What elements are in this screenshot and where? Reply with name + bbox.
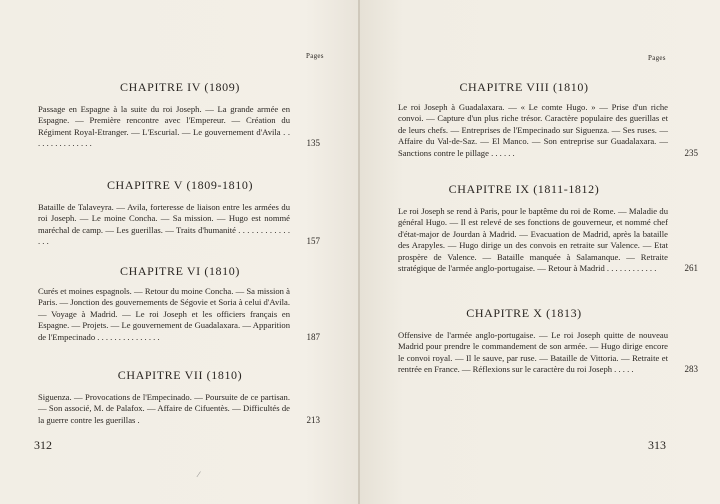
- pages-label: Pages: [648, 54, 666, 62]
- chapter-entry: [38, 286, 320, 343]
- chapter-title: CHAPITRE VIII (1810): [459, 80, 589, 94]
- chapter-entry: [398, 206, 698, 274]
- page-folio: 313: [648, 438, 666, 452]
- chapter-title: CHAPITRE VI (1810): [120, 264, 240, 278]
- chapter-entry: [38, 104, 320, 150]
- page-number: 213: [306, 414, 320, 425]
- page-number: 235: [684, 147, 698, 158]
- chapter-summary: Bataille de Talaveyra. — Avila, forteresse de liaison entre les armées du roi Joseph. — Le moine Concha. — Sa mission. — Hugo est nommé maréchal de camp. — Les guerillas. — Traits d'humanité . . . . . . . . . . . . . . .: [38, 202, 290, 247]
- page-number: 283: [684, 364, 698, 375]
- page-number: 135: [306, 138, 320, 149]
- chapter-entry: [38, 202, 320, 248]
- pages-label: Pages: [306, 52, 324, 60]
- pencil-mark-icon: ⁄: [198, 470, 200, 479]
- chapter-title: CHAPITRE X (1813): [466, 306, 582, 320]
- page-folio: 312: [34, 438, 52, 452]
- chapter-title: CHAPITRE IX (1811-1812): [448, 182, 600, 196]
- chapter-summary: Siguenza. — Provocations de l'Empecinado. — Poursuite de ce partisan. — Son associé, M. de Palafox. — Affaire de Cifuentès. — Difficultés de la guerre contre les guerillas .: [38, 392, 290, 425]
- chapter-entry: [398, 102, 698, 159]
- chapter-entry: [398, 330, 698, 376]
- chapter-entry: [38, 392, 320, 426]
- chapter-title: CHAPITRE V (1809-1810): [106, 178, 254, 192]
- page-number: 187: [306, 331, 320, 342]
- chapter-summary: Le roi Joseph se rend à Paris, pour le baptême du roi de Rome. — Maladie du général Hugo. — Il est relevé de ses fonctions de gouverneur, et nommé chef d'état-major de Jourdan à Madrid. — Evacuation de Madrid, après la bataille des Arapyles. — Hugo dirige un des convois en retraite sur Valence. — Etat prospère de Valence. — Bataille manquée à Salamanque. — Retraite stratégique de l'armée anglo-portugaise. — Retour à Madrid . . . . . . . . . . . .: [398, 206, 668, 274]
- chapter-summary: Curés et moines espagnols. — Retour du moine Concha. — Sa mission à Paris. — Jonction des gouvernements de Ségovie et Soria à celui d'Avila. — Voyage à Madrid. — Le roi Joseph et les officiers français en Espagne. — Projets. — Le gouvernement de Guadalaxara. — Apparition de l'Empecinado . . . . . . . . . . . . . . .: [38, 286, 290, 342]
- page-number: 157: [306, 236, 320, 247]
- chapter-title: CHAPITRE IV (1809): [120, 80, 240, 94]
- page-number: 261: [684, 263, 698, 274]
- chapter-title: CHAPITRE VII (1810): [117, 368, 243, 382]
- right-page: [360, 0, 720, 504]
- chapter-summary: Offensive de l'armée anglo-portugaise. — Le roi Joseph quitte de nouveau Madrid pour prendre le commandement de son armée. — Hugo dirige encore le convoi royal. — Il le sauve, par ruse. — Bataille de Vittoria. — Retraite et rentrée en France. — Réflexions sur le caractère du roi Joseph . . . . .: [398, 330, 668, 375]
- chapter-summary: Passage en Espagne à la suite du roi Joseph. — La grande armée en Espagne. — Première rencontre avec l'Empereur. — Création du Régiment Royal-Etranger. — L'Escurial. — Le gouvernement d'Avila . . . . . . . . . . . . . . .: [38, 104, 290, 149]
- chapter-summary: Le roi Joseph à Guadalaxara. — « Le comte Hugo. » — Prise d'un riche convoi. — Capture d'un plus riche trésor. Caractère populaire des guerillas et de leurs chefs. — Entreprises de l'Empecinado sur Siguenza. — Ses ruses. — Affaire du Val-de-Saz. — El Manco. — Son entreprise sur Guadalaxara. — Sanctions contre le pillage . . . . . .: [398, 102, 668, 158]
